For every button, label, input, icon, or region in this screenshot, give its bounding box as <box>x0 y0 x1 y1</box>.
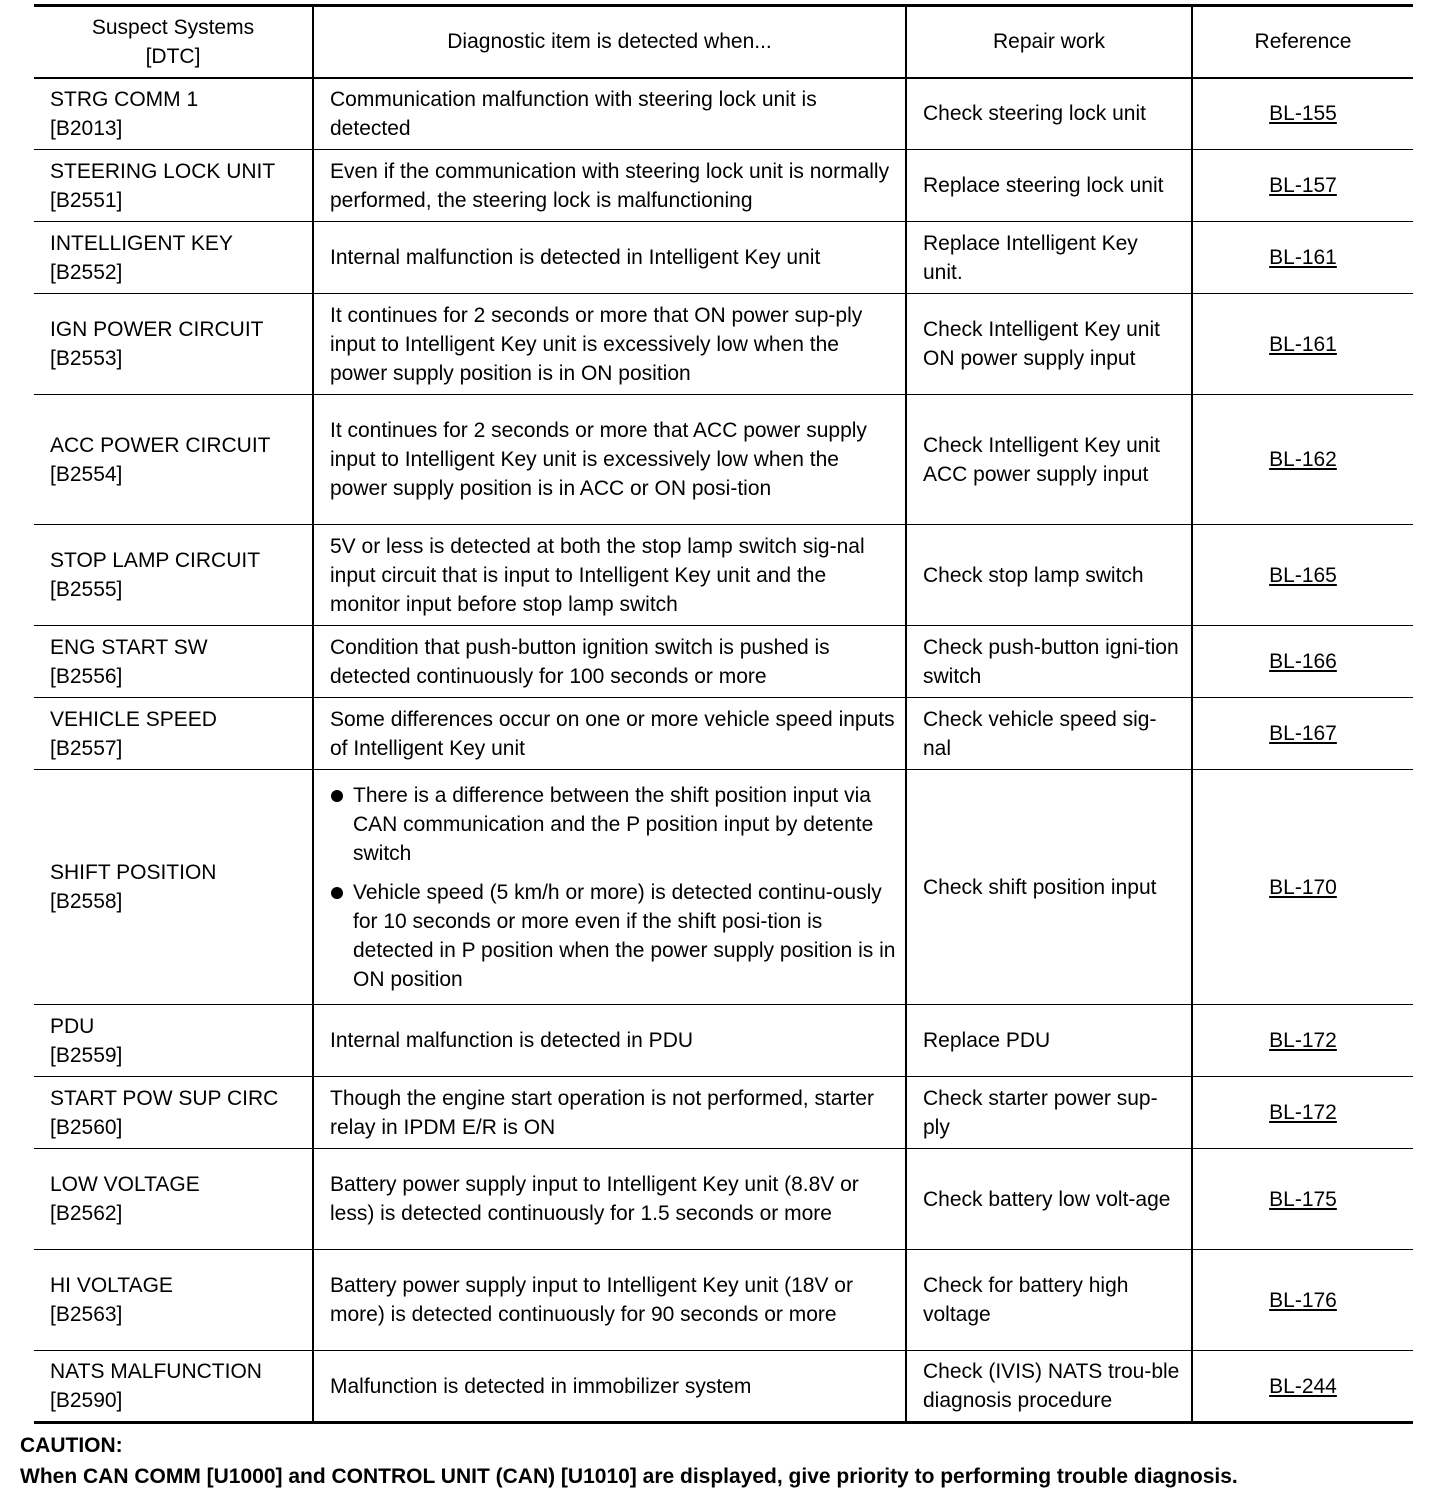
reference-link[interactable]: BL-244 <box>1269 1374 1337 1398</box>
table-row <box>34 1005 1413 1077</box>
header-suspect-systems: Suspect Systems [DTC] <box>91 15 255 68</box>
cell-system: ENG START SW [B2556] <box>50 635 208 688</box>
cell-repair: Check starter power sup-ply <box>906 1077 1192 1149</box>
cell-reference <box>1192 1250 1413 1351</box>
reference-link[interactable]: BL-176 <box>1269 1288 1337 1312</box>
cell-repair: Check vehicle speed sig-nal <box>906 698 1192 770</box>
cell-system: INTELLIGENT KEY [B2552] <box>50 231 233 284</box>
table-row <box>34 525 1413 626</box>
cell-repair: Replace PDU <box>906 1005 1192 1077</box>
cell-system: PDU [B2559] <box>50 1014 123 1067</box>
cell-repair: Check shift position input <box>906 770 1192 1005</box>
cell-repair: Check stop lamp switch <box>906 525 1192 626</box>
cell-detected: Malfunction is detected in immobilizer system <box>313 1351 906 1423</box>
reference-link[interactable]: BL-161 <box>1269 246 1337 269</box>
table-row <box>34 1250 1413 1351</box>
caution-title: CAUTION: <box>20 1434 123 1457</box>
cell-detected: Battery power supply input to Intelligent Key unit (18V or more) is detected continuously for 90 seconds or more <box>313 1250 906 1351</box>
reference-link[interactable]: BL-161 <box>1269 332 1337 356</box>
cell-repair: Replace Intelligent Key unit. <box>906 222 1192 294</box>
cell-system: HI VOLTAGE [B2563] <box>50 1274 173 1326</box>
cell-system: STOP LAMP CIRCUIT [B2555] <box>50 549 261 601</box>
cell-repair: Check steering lock unit <box>906 78 1192 150</box>
cell-detected: Condition that push-button ignition switch is pushed is detected continuously for 100 seconds or more <box>313 626 906 698</box>
table-row <box>34 626 1413 698</box>
cell-detected: It continues for 2 seconds or more that ACC power supply input to Intelligent Key unit is excessively low when the power supply position is in ACC or ON posi-tion <box>313 395 906 525</box>
header-reference: Reference <box>1192 6 1413 78</box>
cell-detected: Battery power supply input to Intelligent Key unit (8.8V or less) is detected continuously for 1.5 seconds or more <box>313 1149 906 1250</box>
cell-reference <box>1192 698 1413 770</box>
cell-system: IGN POWER CIRCUIT [B2553] <box>50 318 264 370</box>
cell-detected: Communication malfunction with steering lock unit is detected <box>313 78 906 150</box>
table-row <box>34 1351 1413 1423</box>
table-row <box>34 150 1413 222</box>
cell-system: ACC POWER CIRCUIT [B2554] <box>50 433 271 486</box>
cell-repair: Check for battery high voltage <box>906 1250 1192 1351</box>
list-item: There is a difference between the shift position input via CAN communication and the P position input by detente switch <box>330 781 897 868</box>
cell-reference <box>1192 626 1413 698</box>
list-item: Vehicle speed (5 km/h or more) is detected continu-ously for 10 seconds or more even if the shift posi-tion is detected in P position when the power supply position is in ON position <box>330 878 897 994</box>
table-row <box>34 1149 1413 1250</box>
cell-reference <box>1192 770 1413 1005</box>
cell-detected: It continues for 2 seconds or more that ON power sup-ply input to Intelligent Key unit is excessively low when the power supply position is in ON position <box>313 294 906 395</box>
table-row <box>34 770 1413 1005</box>
cell-repair: Check push-button igni-tion switch <box>906 626 1192 698</box>
cell-repair: Check Intelligent Key unit ON power supply input <box>906 294 1192 395</box>
cell-detected: Internal malfunction is detected in Intelligent Key unit <box>313 222 906 294</box>
cell-reference <box>1192 1351 1413 1423</box>
table-row <box>34 222 1413 294</box>
cell-reference <box>1192 150 1413 222</box>
cell-system: VEHICLE SPEED [B2557] <box>50 707 217 760</box>
cell-system: STEERING LOCK UNIT [B2551] <box>50 159 276 212</box>
reference-link[interactable]: BL-162 <box>1269 448 1337 471</box>
reference-link[interactable]: BL-166 <box>1269 650 1337 673</box>
cell-detected: Some differences occur on one or more vehicle speed inputs of Intelligent Key unit <box>313 698 906 770</box>
cell-reference <box>1192 78 1413 150</box>
table-row <box>34 78 1413 150</box>
cell-detected <box>313 770 906 1005</box>
cell-detected: Internal malfunction is detected in PDU <box>313 1005 906 1077</box>
cell-reference <box>1192 1005 1413 1077</box>
cell-repair: Replace steering lock unit <box>906 150 1192 222</box>
cell-repair: Check (IVIS) NATS trou-ble diagnosis procedure <box>906 1351 1192 1423</box>
reference-link[interactable]: BL-155 <box>1269 102 1337 126</box>
cell-system: LOW VOLTAGE [B2562] <box>50 1173 200 1225</box>
reference-link[interactable]: BL-157 <box>1269 174 1337 197</box>
table-row <box>34 1077 1413 1149</box>
cell-reference <box>1192 294 1413 395</box>
reference-link[interactable]: BL-172 <box>1269 1101 1337 1124</box>
reference-link[interactable]: BL-165 <box>1269 563 1337 587</box>
cell-reference <box>1192 1149 1413 1250</box>
cell-detected: 5V or less is detected at both the stop lamp switch sig-nal input circuit that is input to Intelligent Key unit and the monitor input before stop lamp switch <box>313 525 906 626</box>
cell-repair: Check battery low volt-age <box>906 1149 1192 1250</box>
cell-system: NATS MALFUNCTION [B2590] <box>50 1360 262 1412</box>
table-row <box>34 395 1413 525</box>
dtc-table <box>34 4 1413 1424</box>
table-header-row <box>34 6 1413 78</box>
reference-link[interactable]: BL-175 <box>1269 1187 1337 1211</box>
caution-note <box>20 1430 1238 1492</box>
table-row <box>34 698 1413 770</box>
header-repair-work: Repair work <box>906 6 1192 78</box>
table-row <box>34 294 1413 395</box>
cell-system: SHIFT POSITION [B2558] <box>50 861 217 913</box>
cell-reference <box>1192 222 1413 294</box>
cell-reference <box>1192 395 1413 525</box>
cell-detected: Even if the communication with steering lock unit is normally performed, the steering lock is malfunctioning <box>313 150 906 222</box>
reference-link[interactable]: BL-170 <box>1269 875 1337 899</box>
condition-list <box>330 781 897 994</box>
cell-reference <box>1192 1077 1413 1149</box>
reference-link[interactable]: BL-172 <box>1269 1029 1337 1052</box>
reference-link[interactable]: BL-167 <box>1269 722 1337 745</box>
caution-text: When CAN COMM [U1000] and CONTROL UNIT (CAN) [U1010] are displayed, give priority to performing trouble diagnosis. <box>20 1465 1238 1488</box>
cell-reference <box>1192 525 1413 626</box>
cell-system: STRG COMM 1 [B2013] <box>50 87 199 140</box>
cell-repair: Check Intelligent Key unit ACC power supply input <box>906 395 1192 525</box>
header-diagnostic-item: Diagnostic item is detected when... <box>313 6 906 78</box>
cell-system: START POW SUP CIRC [B2560] <box>50 1086 279 1139</box>
cell-detected: Though the engine start operation is not performed, starter relay in IPDM E/R is ON <box>313 1077 906 1149</box>
